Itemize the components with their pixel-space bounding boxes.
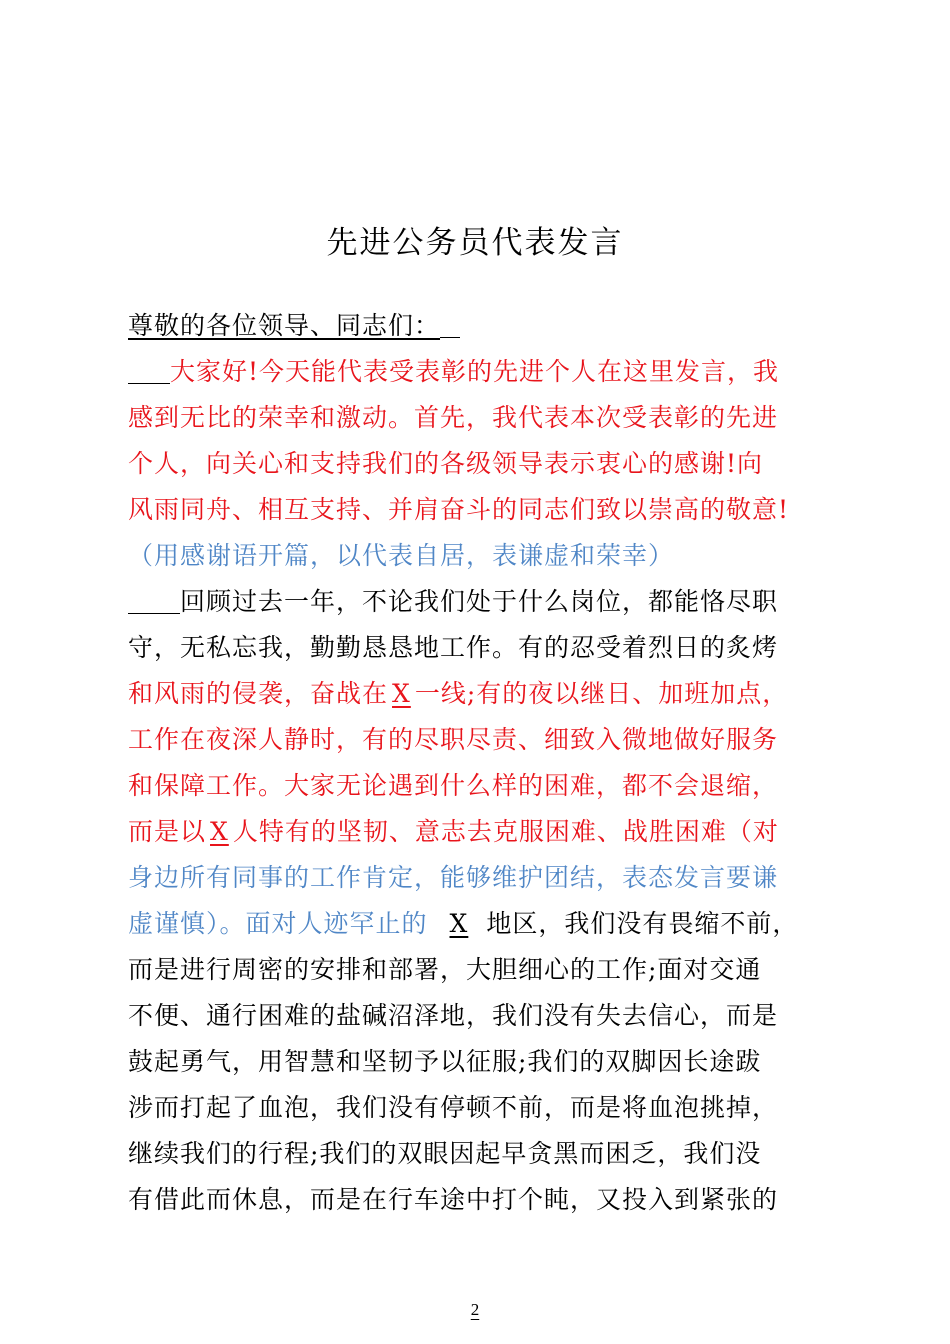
para2-line-11: 鼓起勇气，用智慧和坚韧予以征服;我们的双脚因长途跋 bbox=[128, 1047, 762, 1076]
placeholder-x: X bbox=[210, 817, 229, 846]
page-number-text: 2 bbox=[470, 1300, 480, 1319]
para1-line-2: 感到无比的荣幸和激动。首先，我代表本次受表彰的先进 bbox=[128, 403, 779, 432]
indent-blank bbox=[128, 353, 170, 384]
para2-text-3b: 一线;有的夜以继日、加班加点， bbox=[414, 679, 789, 708]
para2-text-6a: 而是以 bbox=[128, 817, 207, 846]
para2-annotation-line-2: 虚谨慎）。面对人迹罕止的 bbox=[128, 909, 428, 938]
para2-line-6 bbox=[128, 812, 848, 852]
para2-line-10: 不便、通行困难的盐碱沼泽地，我们没有失去信心，而是 bbox=[128, 1001, 779, 1030]
indent-blank bbox=[128, 583, 180, 614]
salutation: 尊敬的各位领导、同志们： bbox=[128, 311, 441, 340]
para1-annotation: （用感谢语开篇，以代表自居，表谦虚和荣幸） bbox=[128, 541, 675, 570]
placeholder-x: X bbox=[392, 679, 411, 708]
para2-annotation-line-1: 身边所有同事的工作肯定，能够维护团结，表态发言要谦 bbox=[128, 863, 779, 892]
para1-line-4: 风雨同舟、相互支持、并肩奋斗的同志们致以崇高的敬意! bbox=[128, 495, 790, 524]
para2-line-4: 工作在夜深人静时，有的尽职尽责、细致入微地做好服务 bbox=[128, 725, 779, 754]
para2-line-1 bbox=[128, 582, 848, 622]
para2-line-8 bbox=[128, 904, 848, 944]
para2-line-14: 有借此而休息，而是在行车途中打个盹，又投入到紧张的 bbox=[128, 1185, 779, 1214]
para1-text-1: 大家好!今天能代表受表彰的先进个人在这里发言，我 bbox=[170, 357, 780, 386]
placeholder-x: X bbox=[449, 909, 469, 938]
document-title: 先进公务员代表发言 bbox=[326, 225, 624, 261]
para2-line-9: 而是进行周密的安排和部署，大胆细心的工作;面对交通 bbox=[128, 955, 762, 984]
para2-text-3a: 和风雨的侵袭，奋战在 bbox=[128, 679, 389, 708]
para2-text-8b: 地区，我们没有畏缩不前， bbox=[486, 909, 799, 938]
para2-line-13: 继续我们的行程;我们的双眼因起早贪黑而困乏，我们没 bbox=[128, 1139, 762, 1168]
para2-line-5: 和保障工作。大家无论遇到什么样的困难，都不会退缩， bbox=[128, 771, 779, 800]
page-number bbox=[0, 1298, 950, 1322]
salutation-line bbox=[128, 306, 848, 346]
para1-line-3: 个人，向关心和支持我们的各级领导表示衷心的感谢!向 bbox=[128, 449, 764, 478]
underline-blank bbox=[440, 307, 460, 338]
para2-text-1: 回顾过去一年，不论我们处于什么岗位，都能恪尽职 bbox=[180, 587, 779, 616]
para1-line-1 bbox=[128, 352, 848, 392]
para2-line-3 bbox=[128, 674, 848, 714]
para2-line-2: 守，无私忘我，勤勤恳恳地工作。有的忍受着烈日的炙烤 bbox=[128, 633, 779, 662]
para2-text-6b: 人特有的坚韧、意志去克服困难、战胜困难（对 bbox=[232, 817, 779, 846]
para2-line-12: 涉而打起了血泡，我们没有停顿不前，而是将血泡挑掉， bbox=[128, 1093, 779, 1122]
